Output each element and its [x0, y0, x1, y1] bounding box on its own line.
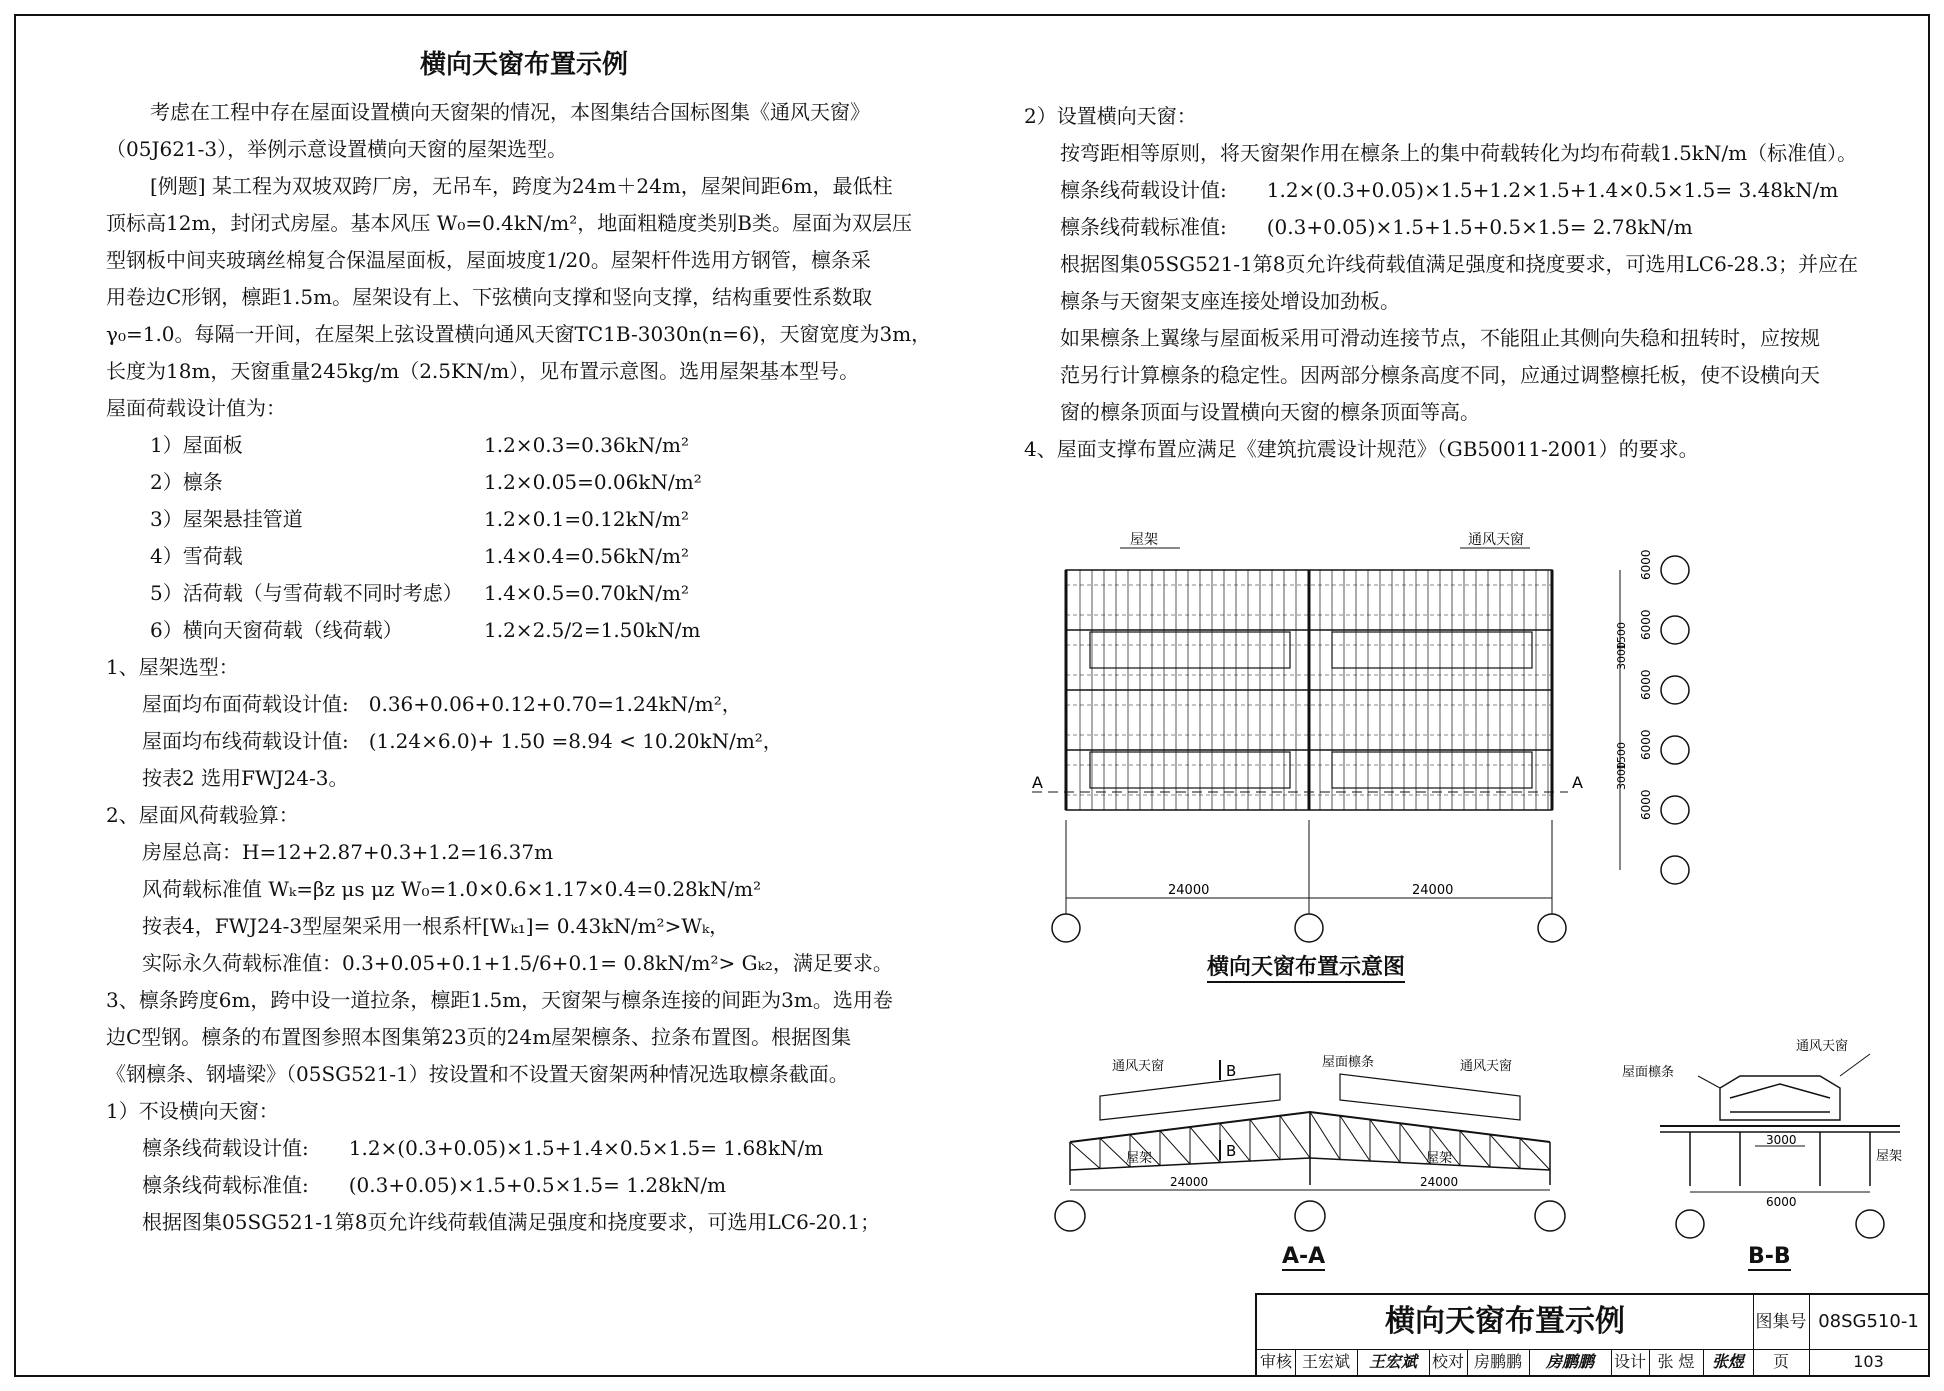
section-a-right: A: [1572, 773, 1583, 792]
aa-truss-right: 屋架: [1426, 1151, 1453, 1166]
tb-review-label: 审核: [1257, 1349, 1296, 1375]
skylight-plan-diagram: [1020, 520, 1720, 950]
text-line: 顶标高12m，封闭式房屋。基本风压 W₀=0.4kN/m²，地面粗糙度类别B类。屋面为双层压: [106, 211, 912, 235]
tb-atlas-no: 08SG510-1: [1818, 1311, 1919, 1332]
tb-design-signature: 张煜: [1703, 1349, 1754, 1375]
left-text-column: [106, 94, 966, 1241]
text-line: 型钢板中间夹玻璃丝棉复合保温屋面板，屋面坡度1/20。屋架杆件选用方钢管，檩条采: [106, 248, 871, 272]
dim-skylight: 3000: [1615, 762, 1628, 790]
bb-purlin: 屋面檩条: [1622, 1065, 1675, 1080]
load-name: 6）横向天窗荷载（线荷载）: [150, 618, 403, 642]
text-line: 房屋总高：H=12+2.87+0.3+1.2=16.37m: [142, 840, 554, 864]
text-line: 按弯距相等原则，将天窗架作用在檩条上的集中荷载转化为均布荷载1.5kN/m（标准值）。: [1060, 141, 1858, 165]
text-line: 实际永久荷载标准值：0.3+0.05+0.1+1.5/6+0.1= 0.8kN/m²> Gₖ₂，满足要求。: [142, 951, 893, 975]
text-line: 2）设置横向天窗：: [1024, 104, 1197, 128]
dim-bay: 6000: [1639, 669, 1653, 700]
right-text-column: [1024, 98, 1924, 468]
text-line: 窗的檩条顶面与设置横向天窗的檩条顶面等高。: [1060, 400, 1480, 424]
load-value: 1.2×0.1=0.12kN/m²: [484, 507, 689, 531]
tb-page-label: 页: [1753, 1349, 1810, 1375]
text-line: 1、屋架选型：: [106, 655, 239, 679]
text-line: 檩条线荷载设计值: 1.2×(0.3+0.05)×1.5+1.2×1.5+1.4×0.5×1.5= 3.48kN/m: [1060, 178, 1839, 202]
text-line: 按表2 选用FWJ24-3。: [142, 766, 349, 790]
text-line: 4、屋面支撑布置应满足《建筑抗震设计规范》（GB50011-2001）的要求。: [1024, 437, 1699, 461]
load-row: [106, 575, 966, 612]
text-line: （05J621-3），举例示意设置横向天窗的屋架选型。: [106, 137, 568, 161]
text-line: 《钢檩条、钢墙梁》（05SG521-1）按设置和不设置天窗架两种情况选取檩条截面。: [106, 1062, 849, 1086]
text-line: γ₀=1.0。每隔一开间，在屋架上弦设置横向通风天窗TC1B-3030n(n=6)，天窗宽度为3m，: [106, 322, 932, 346]
load-value: 1.4×0.5=0.70kN/m²: [484, 581, 689, 605]
load-value: 1.2×2.5/2=1.50kN/m: [484, 618, 701, 642]
text-line: 屋面荷载设计值为：: [106, 396, 286, 420]
text-line: 檩条线荷载标准值: (0.3+0.05)×1.5+1.5+0.5×1.5= 2.78kN/m: [1060, 215, 1693, 239]
text-line: 屋面均布线荷载设计值: (1.24×6.0)+ 1.50 =8.94 < 10.20kN/m²，: [142, 729, 783, 753]
dim-bay: 6000: [1639, 729, 1653, 760]
load-value: 1.2×0.05=0.06kN/m²: [484, 470, 702, 494]
aa-span-2: 24000: [1420, 1175, 1459, 1189]
bb-skylight: 通风天窗: [1796, 1039, 1849, 1054]
tb-check-label: 校对: [1429, 1349, 1468, 1375]
text-line: 如果檩条上翼缘与屋面板采用可滑动连接节点，不能阻止其侧向失稳和扭转时，应按规: [1060, 326, 1820, 350]
tb-title: 横向天窗布置示例: [1257, 1295, 1754, 1349]
page-title: 横向天窗布置示例: [420, 50, 629, 80]
text-line: 1）不设横向天窗：: [106, 1099, 279, 1123]
label-skylight: 通风天窗: [1468, 532, 1524, 548]
load-value: 1.4×0.4=0.56kN/m²: [484, 544, 689, 568]
bb-width-3000: 3000: [1766, 1133, 1797, 1147]
section-aa-caption: A-A: [1282, 1244, 1326, 1269]
aa-purlin: 屋面檩条: [1322, 1055, 1375, 1070]
text-line: 考虑在工程中存在屋面设置横向天窗架的情况，本图集结合国标图集《通风天窗》: [150, 100, 870, 124]
text-line: 屋面均布面荷载设计值: 0.36+0.06+0.12+0.70=1.24kN/m²，: [142, 692, 742, 716]
tb-check-name: 房鹏鹏: [1467, 1349, 1530, 1375]
text-line: 范另行计算檩条的稳定性。因两部分檩条高度不同，应通过调整檩托板，使不设横向天: [1060, 363, 1820, 387]
text-line: 风荷载标准值 Wₖ=βz μs μz W₀=1.0×0.6×1.17×0.4=0.28kN/m²: [142, 877, 762, 901]
plan-caption: 横向天窗布置示意图: [1207, 950, 1405, 983]
load-row: [106, 501, 966, 538]
load-row: [106, 538, 966, 575]
load-row: [106, 612, 966, 649]
dim-span-1: 24000: [1168, 883, 1210, 898]
text-line: [例题] 某工程为双坡双跨厂房，无吊车，跨度为24m＋24m，屋架间距6m，最低柱: [150, 174, 893, 198]
text-line: 檩条线荷载设计值: 1.2×(0.3+0.05)×1.5+1.4×0.5×1.5= 1.68kN/m: [142, 1136, 824, 1160]
text-line: 檩条与天窗架支座连接处增设加劲板。: [1060, 289, 1400, 313]
dim-bay: 6000: [1639, 549, 1653, 580]
load-row: [106, 427, 966, 464]
text-line: 檩条线荷载标准值: (0.3+0.05)×1.5+0.5×1.5= 1.28kN/m: [142, 1173, 727, 1197]
text-line: 根据图集05SG521-1第8页允许线荷载值满足强度和挠度要求，可选用LC6-20.1；: [142, 1210, 881, 1234]
load-value: 1.2×0.3=0.36kN/m²: [484, 433, 689, 457]
aa-skylight-right: 通风天窗: [1460, 1059, 1513, 1074]
dim-span-2: 24000: [1412, 883, 1454, 898]
load-name: 1）屋面板: [150, 433, 243, 457]
text-line: 3、檩条跨度6m，跨中设一道拉条，檩距1.5m，天窗架与檩条连接的间距为3m。选用卷: [106, 988, 893, 1012]
load-name: 5）活荷载（与雪荷载不同时考虑）: [150, 581, 463, 605]
tb-page-no: 103: [1853, 1352, 1884, 1371]
dim-bay: 6000: [1639, 609, 1653, 640]
tb-review-name: 王宏斌: [1295, 1349, 1358, 1375]
aa-span-1: 24000: [1170, 1175, 1209, 1189]
text-line: 边C型钢。檩条的布置图参照本图集第23页的24m屋架檩条、拉条布置图。根据图集: [106, 1025, 852, 1049]
section-a-left: A: [1032, 773, 1043, 792]
tb-check-signature: 房鹏鹏: [1529, 1349, 1612, 1375]
dim-skylight: 3000: [1615, 642, 1628, 670]
text-line: 2、屋面风荷载验算：: [106, 803, 299, 827]
label-truss: 屋架: [1130, 532, 1158, 548]
text-line: 按表4，FWJ24-3型屋架采用一根系杆[Wₖ₁]= 0.43kN/m²>Wₖ，: [142, 914, 730, 938]
bb-truss: 屋架: [1876, 1149, 1903, 1164]
text-line: 长度为18m，天窗重量245kg/m（2.5KN/m），见布置示意图。选用屋架基本型号。: [106, 359, 860, 383]
load-row: [106, 464, 966, 501]
tb-design-name: 张 煜: [1649, 1349, 1704, 1375]
text-line: 根据图集05SG521-1第8页允许线荷载值满足强度和挠度要求，可选用LC6-28.3；并应在: [1060, 252, 1859, 276]
section-bb-diagram: [1620, 1036, 1920, 1246]
bb-width-6000: 6000: [1766, 1195, 1797, 1209]
tb-review-signature: 王宏斌: [1357, 1349, 1430, 1375]
section-bb-caption: B-B: [1748, 1244, 1791, 1269]
aa-cut-top: B: [1226, 1062, 1237, 1080]
tb-atlas-label: 图集号: [1753, 1295, 1810, 1349]
title-block: [1255, 1293, 1928, 1375]
dim-bay: 6000: [1639, 789, 1653, 820]
tb-design-label: 设计: [1611, 1349, 1650, 1375]
aa-skylight-left: 通风天窗: [1112, 1059, 1165, 1074]
dim-skylight: 1500: [1615, 622, 1628, 650]
dim-skylight: 1500: [1615, 742, 1628, 770]
text-line: 用卷边C形钢，檩距1.5m。屋架设有上、下弦横向支撑和竖向支撑，结构重要性系数取: [106, 285, 873, 309]
aa-truss-left: 屋架: [1126, 1151, 1153, 1166]
aa-cut-bottom: B: [1226, 1142, 1237, 1160]
load-name: 3）屋架悬挂管道: [150, 507, 303, 531]
load-name: 4）雪荷载: [150, 544, 243, 568]
load-name: 2）檩条: [150, 470, 223, 494]
